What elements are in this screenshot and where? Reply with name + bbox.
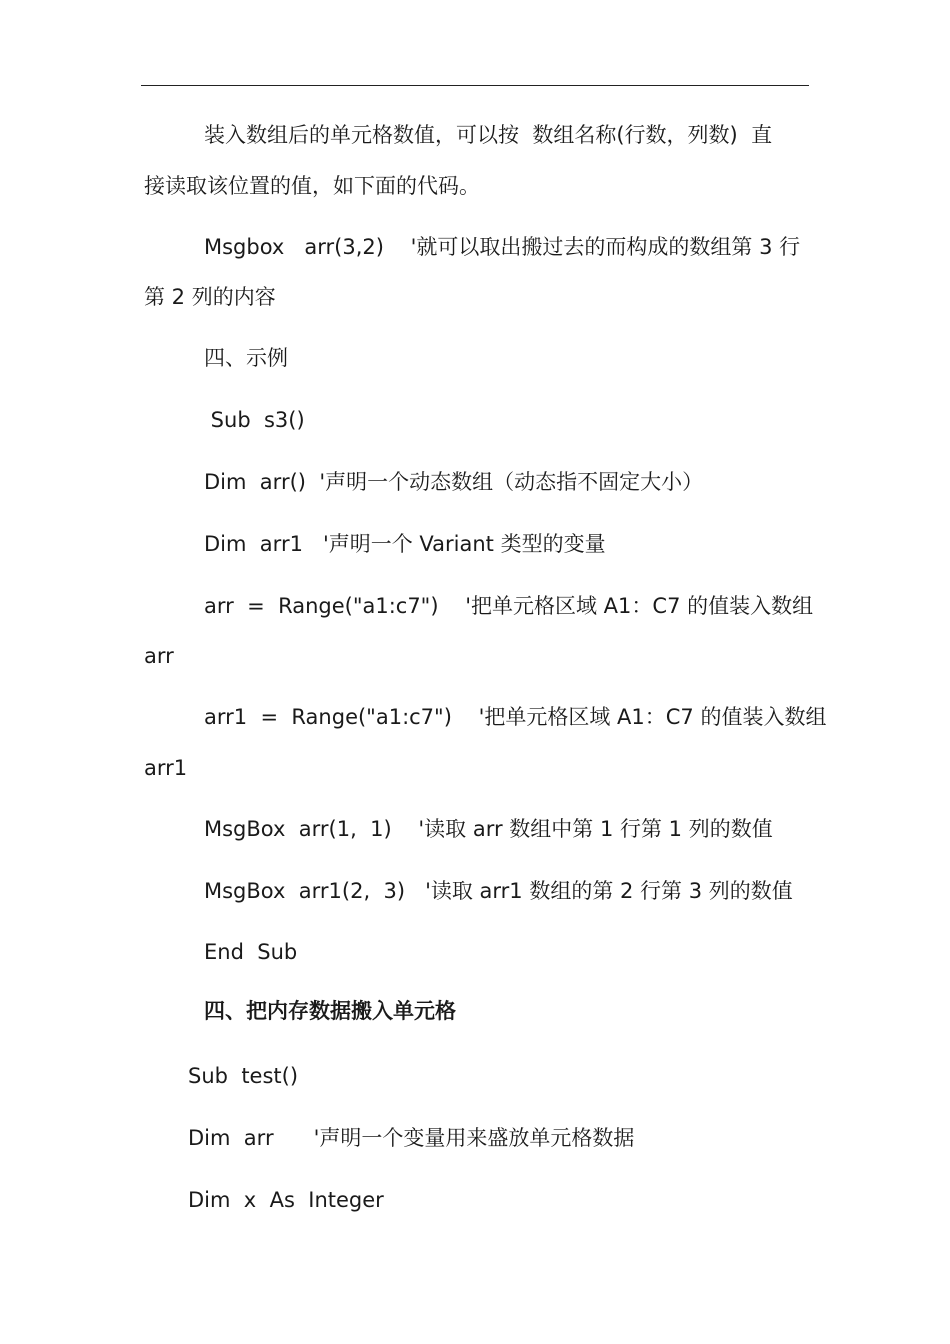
code-line-dim-arr: Dim arr() '声明一个动态数组（动态指不固定大小） bbox=[204, 470, 704, 494]
code-line-msgbox-arr: MsgBox arr(1, 1) '读取 arr 数组中第 1 行第 1 列的数值 bbox=[204, 817, 773, 841]
code-line-arr-range: arr = Range("a1:c7") '把单元格区域 A1：C7 的值装入数组 bbox=[204, 594, 814, 618]
code-line-dim-arr1: Dim arr1 '声明一个 Variant 类型的变量 bbox=[204, 532, 606, 556]
paragraph-line-2: 接读取该位置的值，如下面的代码。 bbox=[144, 174, 480, 198]
paragraph-line-4: 第 2 列的内容 bbox=[144, 285, 276, 309]
code-line-dim-x: Dim x As Integer bbox=[188, 1188, 384, 1212]
paragraph-line-3: Msgbox arr(3,2) '就可以取出搬过去的而构成的数组第 3 行 bbox=[204, 235, 801, 259]
code-line-end-sub: End Sub bbox=[204, 940, 298, 964]
code-line-sub-s3: Sub s3() bbox=[204, 408, 305, 432]
code-line-dim-arr-test: Dim arr '声明一个变量用来盛放单元格数据 bbox=[188, 1126, 635, 1150]
code-line-arr1-range: arr1 = Range("a1:c7") '把单元格区域 A1：C7 的值装入数组 bbox=[204, 705, 827, 729]
code-line-arr-wrap: arr bbox=[144, 644, 174, 668]
section-heading-write-cells: 四、把内存数据搬入单元格 bbox=[204, 999, 456, 1023]
section-heading-example: 四、示例 bbox=[204, 346, 288, 370]
code-line-sub-test: Sub test() bbox=[188, 1064, 299, 1088]
paragraph-line-1: 装入数组后的单元格数值，可以按 数组名称(行数，列数) 直 bbox=[204, 123, 773, 147]
code-line-arr1-wrap: arr1 bbox=[144, 756, 188, 780]
code-line-msgbox-arr1: MsgBox arr1(2, 3) '读取 arr1 数组的第 2 行第 3 列的数值 bbox=[204, 879, 793, 903]
header-rule bbox=[141, 85, 809, 86]
